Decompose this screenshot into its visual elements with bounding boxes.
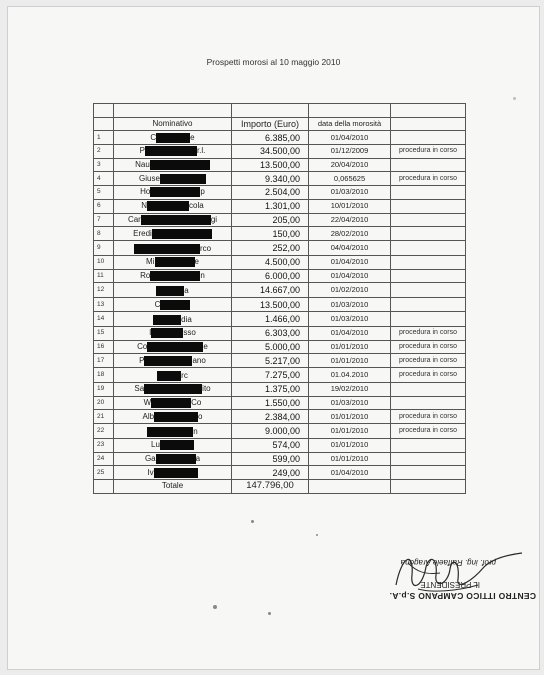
- redaction-bar: [156, 286, 184, 296]
- name-visible-prefix: Giuse: [139, 173, 160, 183]
- row-name: [114, 158, 232, 172]
- redaction-bar: [152, 229, 212, 239]
- table-row: [94, 466, 466, 480]
- signatory-role: IL PRESIDENTE: [420, 580, 480, 589]
- name-visible-prefix: C: [150, 132, 157, 142]
- name-visible-prefix: I: [149, 328, 152, 338]
- row-amount: 1.550,00: [232, 396, 309, 410]
- row-number: 2: [94, 145, 114, 159]
- total-value: 147.796,00: [232, 480, 309, 494]
- row-amount: 249,00: [232, 466, 309, 480]
- row-date: 0,065625: [309, 172, 391, 186]
- row-number: 20: [94, 396, 114, 410]
- row-date: 20/04/2010: [309, 158, 391, 172]
- redaction-bar: [155, 257, 195, 267]
- name-visible-prefix: Ho: [140, 187, 151, 197]
- row-amount: 5.217,00: [232, 354, 309, 368]
- row-note: [391, 269, 466, 283]
- row-name: [114, 145, 232, 159]
- row-note: procedura in corso: [391, 340, 466, 354]
- redaction-bar: [145, 146, 197, 156]
- name-visible-suffix: gi: [210, 214, 218, 224]
- row-date: 22/04/2010: [309, 213, 391, 227]
- name-visible-prefix: Ro: [140, 270, 151, 280]
- column-header-amount: Importo (Euro): [232, 117, 309, 131]
- row-amount: 1.375,00: [232, 383, 309, 397]
- name-visible-suffix: Co: [191, 398, 202, 408]
- row-name: [114, 240, 232, 255]
- redaction-bar: [160, 440, 194, 450]
- row-number: 10: [94, 255, 114, 269]
- name-visible-suffix: p: [200, 187, 205, 197]
- row-amount: 205,00: [232, 213, 309, 227]
- row-note: procedura in corso: [391, 410, 466, 424]
- speck: [268, 612, 271, 615]
- row-name: [114, 326, 232, 340]
- row-name: [114, 383, 232, 397]
- name-visible-prefix: Co: [137, 341, 148, 351]
- handwritten-signature: [388, 545, 528, 597]
- row-number: 14: [94, 311, 114, 326]
- table-empty-top-row: [94, 104, 466, 118]
- row-note: [391, 213, 466, 227]
- row-number: 24: [94, 452, 114, 466]
- column-header-date: data della morosità: [309, 117, 391, 131]
- redaction-bar: [147, 427, 193, 437]
- row-amount: 14.667,00: [232, 283, 309, 298]
- name-visible-prefix: Sa: [134, 384, 145, 394]
- table-row: [94, 213, 466, 227]
- name-visible-prefix: Nau: [135, 160, 150, 170]
- row-name: [114, 131, 232, 145]
- name-visible-prefix: Ga: [144, 454, 156, 464]
- redaction-bar: [154, 468, 198, 478]
- redaction-bar: [147, 201, 189, 211]
- row-number: 23: [94, 439, 114, 453]
- row-note: procedura in corso: [391, 326, 466, 340]
- row-name: [114, 172, 232, 186]
- row-name: [114, 199, 232, 213]
- row-note: [391, 227, 466, 241]
- row-name: [114, 466, 232, 480]
- row-number: 1: [94, 131, 114, 145]
- row-name: [114, 410, 232, 424]
- name-visible-suffix: e: [190, 132, 195, 142]
- row-number: 3: [94, 158, 114, 172]
- document-title: Prospetti morosi al 10 maggio 2010: [206, 57, 341, 67]
- row-note: procedura in corso: [391, 368, 466, 383]
- name-visible-suffix: e: [194, 257, 199, 267]
- table-row: [94, 186, 466, 200]
- row-date: 01/01/2010: [309, 410, 391, 424]
- redaction-bar: [153, 315, 181, 325]
- row-note: [391, 396, 466, 410]
- row-name: [114, 186, 232, 200]
- row-amount: 9.340,00: [232, 172, 309, 186]
- name-visible-prefix: P: [139, 355, 145, 365]
- morosi-table: [93, 103, 466, 494]
- row-note: [391, 466, 466, 480]
- row-note: [391, 298, 466, 312]
- table-row: [94, 396, 466, 410]
- row-amount: 150,00: [232, 227, 309, 241]
- row-date: 01/04/2010: [309, 269, 391, 283]
- row-name: [114, 396, 232, 410]
- row-date: 01/03/2010: [309, 186, 391, 200]
- row-date: 04/04/2010: [309, 240, 391, 255]
- row-amount: 2.504,00: [232, 186, 309, 200]
- name-visible-suffix: cola: [189, 201, 204, 211]
- row-number: 19: [94, 383, 114, 397]
- row-name: [114, 368, 232, 383]
- row-amount: 4.500,00: [232, 255, 309, 269]
- row-note: [391, 311, 466, 326]
- row-note: procedura in corso: [391, 145, 466, 159]
- table-header-row: [94, 117, 466, 131]
- row-note: [391, 383, 466, 397]
- company-name: CENTRO ITTICO CAMPANO S.p.A.: [389, 591, 536, 601]
- row-number: 13: [94, 298, 114, 312]
- name-visible-suffix: ano: [192, 355, 206, 365]
- row-note: [391, 199, 466, 213]
- table-row: [94, 255, 466, 269]
- name-visible-prefix: Eredi: [133, 228, 152, 238]
- row-date: 10/01/2010: [309, 199, 391, 213]
- row-number: 4: [94, 172, 114, 186]
- row-date: 01/03/2010: [309, 396, 391, 410]
- column-header-name: Nominativo: [114, 117, 232, 131]
- speck: [513, 97, 516, 100]
- name-visible-suffix: o: [198, 411, 203, 421]
- name-visible-prefix: W: [143, 398, 152, 408]
- name-visible-prefix: P: [139, 146, 145, 156]
- redaction-bar: [144, 356, 192, 366]
- row-amount: 5.000,00: [232, 340, 309, 354]
- name-visible-prefix: Lu: [151, 440, 160, 450]
- table-row: [94, 283, 466, 298]
- row-amount: 9.000,00: [232, 424, 309, 439]
- name-visible-suffix: ito: [202, 384, 211, 394]
- row-name: [114, 439, 232, 453]
- name-visible-suffix: rc: [181, 371, 188, 380]
- table-row: [94, 326, 466, 340]
- redaction-bar: [154, 412, 198, 422]
- row-amount: 2.384,00: [232, 410, 309, 424]
- table-row: [94, 340, 466, 354]
- row-amount: 1.301,00: [232, 199, 309, 213]
- name-visible-prefix: Iv: [147, 467, 154, 477]
- redaction-bar: [151, 328, 183, 338]
- row-amount: 574,00: [232, 439, 309, 453]
- speck: [251, 520, 254, 523]
- row-note: [391, 283, 466, 298]
- table-row: [94, 410, 466, 424]
- name-visible-suffix: e: [203, 341, 208, 351]
- name-visible-prefix: N: [141, 201, 148, 211]
- row-amount: 34.500,00: [232, 145, 309, 159]
- redaction-bar: [160, 174, 206, 184]
- redaction-bar: [134, 244, 200, 254]
- name-visible-suffix: dia: [181, 314, 192, 324]
- row-note: procedura in corso: [391, 424, 466, 439]
- row-number: 17: [94, 354, 114, 368]
- name-visible-suffix: r.l.: [196, 146, 206, 156]
- table-row: [94, 439, 466, 453]
- name-visible-suffix: n: [193, 427, 198, 437]
- row-name: [114, 283, 232, 298]
- row-number: 5: [94, 186, 114, 200]
- row-number: 21: [94, 410, 114, 424]
- row-note: procedura in corso: [391, 354, 466, 368]
- row-number: 16: [94, 340, 114, 354]
- row-amount: 252,00: [232, 240, 309, 255]
- speck: [213, 605, 217, 609]
- row-note: [391, 439, 466, 453]
- row-number: 18: [94, 368, 114, 383]
- name-visible-prefix: Alb: [142, 411, 155, 421]
- redaction-bar: [150, 160, 210, 170]
- row-number: 7: [94, 213, 114, 227]
- row-note: procedura in corso: [391, 172, 466, 186]
- row-name: [114, 354, 232, 368]
- name-visible-suffix: a: [184, 286, 189, 296]
- row-date: 01/01/2010: [309, 439, 391, 453]
- row-date: 01/03/2010: [309, 311, 391, 326]
- row-number: 6: [94, 199, 114, 213]
- document-page: [7, 6, 540, 670]
- redaction-bar: [157, 371, 181, 381]
- row-date: 01/04/2010: [309, 255, 391, 269]
- row-amount: 7.275,00: [232, 368, 309, 383]
- row-amount: 6.303,00: [232, 326, 309, 340]
- row-name: [114, 227, 232, 241]
- row-amount: 1.466,00: [232, 311, 309, 326]
- redaction-bar: [150, 271, 200, 281]
- table-row: [94, 131, 466, 145]
- table-row: [94, 354, 466, 368]
- table-row: [94, 158, 466, 172]
- row-name: [114, 424, 232, 439]
- row-name: [114, 269, 232, 283]
- row-date: 01/02/2010: [309, 283, 391, 298]
- redaction-bar: [156, 133, 190, 143]
- table-row: [94, 383, 466, 397]
- row-name: [114, 255, 232, 269]
- row-date: 01/04/2010: [309, 326, 391, 340]
- signatory-name: prof. ing. Raffaele Aragona: [400, 558, 496, 567]
- row-amount: 13.500,00: [232, 158, 309, 172]
- row-number: 22: [94, 424, 114, 439]
- row-date: 01/01/2010: [309, 354, 391, 368]
- row-date: 01.04.2010: [309, 368, 391, 383]
- row-date: 01/01/2010: [309, 452, 391, 466]
- table-row: [94, 452, 466, 466]
- redaction-bar: [147, 342, 203, 352]
- redaction-bar: [160, 300, 190, 310]
- row-note: [391, 186, 466, 200]
- row-amount: 6.385,00: [232, 131, 309, 145]
- row-date: 01/01/2010: [309, 424, 391, 439]
- name-visible-suffix: a: [195, 454, 201, 464]
- row-name: [114, 213, 232, 227]
- row-date: 01/03/2010: [309, 298, 391, 312]
- row-note: [391, 158, 466, 172]
- row-amount: 6.000,00: [232, 269, 309, 283]
- name-visible-prefix: Mi: [146, 257, 155, 267]
- total-label: Totale: [114, 480, 232, 494]
- row-name: [114, 311, 232, 326]
- table-row: [94, 298, 466, 312]
- row-number: 12: [94, 283, 114, 298]
- row-note: [391, 131, 466, 145]
- table-row: [94, 269, 466, 283]
- row-date: 01/01/2010: [309, 340, 391, 354]
- table-row: [94, 240, 466, 255]
- row-number: 9: [94, 240, 114, 255]
- row-name: [114, 452, 232, 466]
- row-amount: 599,00: [232, 452, 309, 466]
- row-note: [391, 255, 466, 269]
- row-name: [114, 298, 232, 312]
- row-date: 28/02/2010: [309, 227, 391, 241]
- name-visible-prefix: C: [154, 299, 161, 309]
- name-visible-suffix: sso: [183, 328, 196, 338]
- row-date: 19/02/2010: [309, 383, 391, 397]
- table-row: [94, 227, 466, 241]
- row-date: 01/04/2010: [309, 466, 391, 480]
- total-row: [94, 480, 466, 494]
- row-date: 01/12/2009: [309, 145, 391, 159]
- table-row: [94, 424, 466, 439]
- table-row: [94, 172, 466, 186]
- redaction-bar: [151, 398, 191, 408]
- table-row: [94, 199, 466, 213]
- name-visible-suffix: rco: [199, 243, 212, 253]
- row-number: 8: [94, 227, 114, 241]
- row-name: [114, 340, 232, 354]
- redaction-bar: [144, 384, 202, 394]
- row-number: 25: [94, 466, 114, 480]
- row-date: 01/04/2010: [309, 131, 391, 145]
- redaction-bar: [156, 454, 196, 464]
- name-visible-prefix: Car: [127, 214, 141, 224]
- table-row: [94, 311, 466, 326]
- row-note: [391, 240, 466, 255]
- row-note: [391, 452, 466, 466]
- table-row: [94, 368, 466, 383]
- name-visible-suffix: n: [200, 270, 205, 280]
- redaction-bar: [141, 215, 211, 225]
- row-number: 11: [94, 269, 114, 283]
- table-row: [94, 145, 466, 159]
- speck: [316, 534, 318, 536]
- row-number: 15: [94, 326, 114, 340]
- redaction-bar: [150, 187, 200, 197]
- row-amount: 13.500,00: [232, 298, 309, 312]
